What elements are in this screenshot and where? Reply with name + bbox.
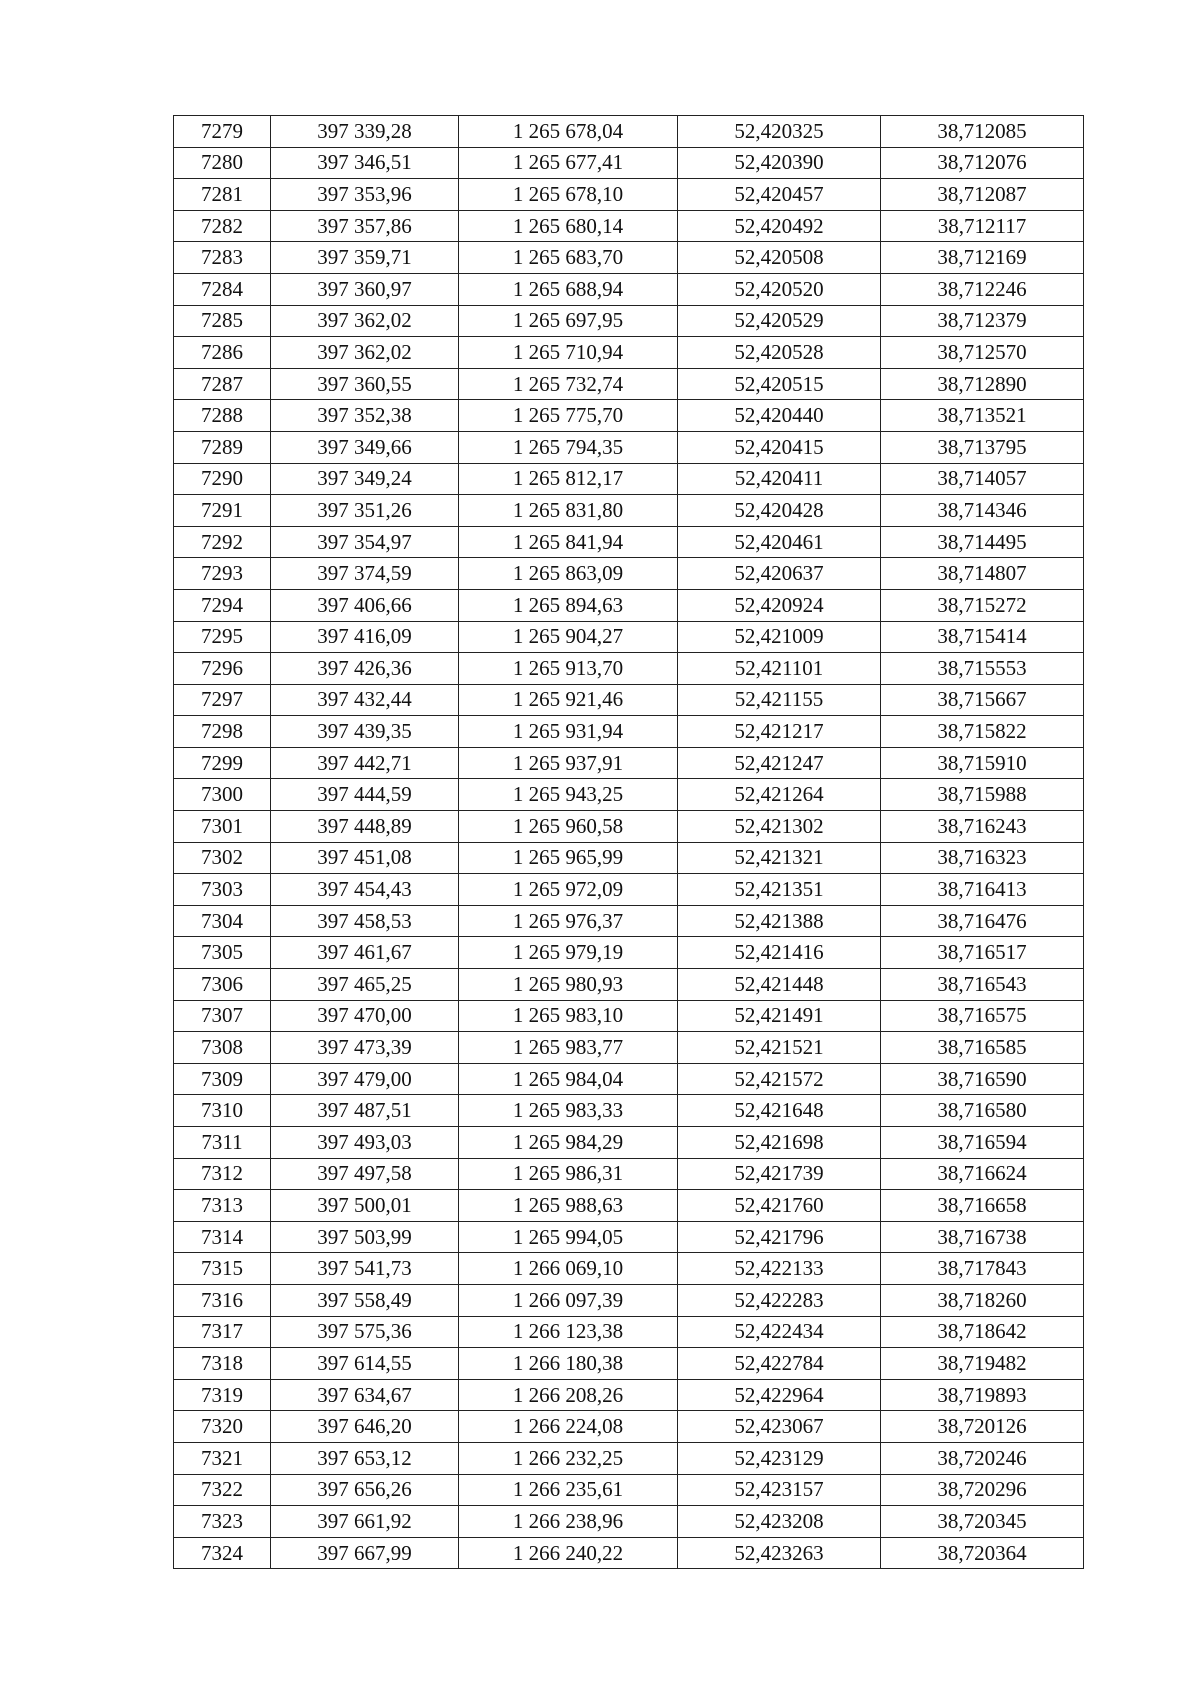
table-row — [174, 969, 1084, 1001]
longitude-cell: 38,716413 — [881, 874, 1084, 906]
table-row — [174, 621, 1084, 653]
point-number-cell: 7285 — [174, 305, 271, 337]
table-row — [174, 1221, 1084, 1253]
table-row — [174, 463, 1084, 495]
latitude-cell: 52,421572 — [678, 1063, 881, 1095]
y-coordinate-cell: 1 265 904,27 — [459, 621, 678, 653]
latitude-cell: 52,421448 — [678, 969, 881, 1001]
x-coordinate-cell: 397 349,66 — [271, 431, 459, 463]
latitude-cell: 52,420637 — [678, 558, 881, 590]
point-number-cell: 7301 — [174, 811, 271, 843]
longitude-cell: 38,715910 — [881, 747, 1084, 779]
x-coordinate-cell: 397 500,01 — [271, 1190, 459, 1222]
table-row — [174, 1442, 1084, 1474]
point-number-cell: 7302 — [174, 842, 271, 874]
x-coordinate-cell: 397 406,66 — [271, 589, 459, 621]
table-row — [174, 589, 1084, 621]
y-coordinate-cell: 1 266 235,61 — [459, 1474, 678, 1506]
table-row — [174, 495, 1084, 527]
y-coordinate-cell: 1 265 983,77 — [459, 1032, 678, 1064]
point-number-cell: 7287 — [174, 368, 271, 400]
point-number-cell: 7300 — [174, 779, 271, 811]
x-coordinate-cell: 397 503,99 — [271, 1221, 459, 1253]
longitude-cell: 38,715988 — [881, 779, 1084, 811]
longitude-cell: 38,716738 — [881, 1221, 1084, 1253]
latitude-cell: 52,422434 — [678, 1316, 881, 1348]
table-row — [174, 1095, 1084, 1127]
latitude-cell: 52,421321 — [678, 842, 881, 874]
point-number-cell: 7293 — [174, 558, 271, 590]
y-coordinate-cell: 1 266 069,10 — [459, 1253, 678, 1285]
table-row — [174, 1253, 1084, 1285]
longitude-cell: 38,716575 — [881, 1000, 1084, 1032]
table-row — [174, 811, 1084, 843]
y-coordinate-cell: 1 265 688,94 — [459, 273, 678, 305]
table-row — [174, 747, 1084, 779]
x-coordinate-cell: 397 426,36 — [271, 653, 459, 685]
table-row — [174, 1316, 1084, 1348]
y-coordinate-cell: 1 265 913,70 — [459, 653, 678, 685]
table-row — [174, 716, 1084, 748]
table-row — [174, 273, 1084, 305]
x-coordinate-cell: 397 359,71 — [271, 242, 459, 274]
longitude-cell: 38,720296 — [881, 1474, 1084, 1506]
table-row — [174, 1506, 1084, 1538]
y-coordinate-cell: 1 266 238,96 — [459, 1506, 678, 1538]
latitude-cell: 52,421351 — [678, 874, 881, 906]
x-coordinate-cell: 397 465,25 — [271, 969, 459, 1001]
point-number-cell: 7292 — [174, 526, 271, 558]
longitude-cell: 38,716323 — [881, 842, 1084, 874]
y-coordinate-cell: 1 266 180,38 — [459, 1348, 678, 1380]
table-row — [174, 1348, 1084, 1380]
x-coordinate-cell: 397 479,00 — [271, 1063, 459, 1095]
point-number-cell: 7313 — [174, 1190, 271, 1222]
point-number-cell: 7311 — [174, 1127, 271, 1159]
y-coordinate-cell: 1 265 677,41 — [459, 147, 678, 179]
point-number-cell: 7312 — [174, 1158, 271, 1190]
x-coordinate-cell: 397 497,58 — [271, 1158, 459, 1190]
x-coordinate-cell: 397 634,67 — [271, 1379, 459, 1411]
y-coordinate-cell: 1 265 986,31 — [459, 1158, 678, 1190]
y-coordinate-cell: 1 266 240,22 — [459, 1537, 678, 1569]
latitude-cell: 52,421247 — [678, 747, 881, 779]
point-number-cell: 7307 — [174, 1000, 271, 1032]
point-number-cell: 7296 — [174, 653, 271, 685]
latitude-cell: 52,421648 — [678, 1095, 881, 1127]
latitude-cell: 52,420520 — [678, 273, 881, 305]
table-row — [174, 400, 1084, 432]
longitude-cell: 38,717843 — [881, 1253, 1084, 1285]
y-coordinate-cell: 1 265 775,70 — [459, 400, 678, 432]
x-coordinate-cell: 397 667,99 — [271, 1537, 459, 1569]
longitude-cell: 38,716658 — [881, 1190, 1084, 1222]
y-coordinate-cell: 1 265 988,63 — [459, 1190, 678, 1222]
x-coordinate-cell: 397 354,97 — [271, 526, 459, 558]
y-coordinate-cell: 1 266 232,25 — [459, 1442, 678, 1474]
longitude-cell: 38,716594 — [881, 1127, 1084, 1159]
latitude-cell: 52,422784 — [678, 1348, 881, 1380]
point-number-cell: 7322 — [174, 1474, 271, 1506]
longitude-cell: 38,716543 — [881, 969, 1084, 1001]
y-coordinate-cell: 1 265 965,99 — [459, 842, 678, 874]
y-coordinate-cell: 1 265 683,70 — [459, 242, 678, 274]
x-coordinate-cell: 397 362,02 — [271, 337, 459, 369]
latitude-cell: 52,420508 — [678, 242, 881, 274]
table-row — [174, 1379, 1084, 1411]
x-coordinate-cell: 397 374,59 — [271, 558, 459, 590]
table-row — [174, 684, 1084, 716]
x-coordinate-cell: 397 416,09 — [271, 621, 459, 653]
point-number-cell: 7314 — [174, 1221, 271, 1253]
longitude-cell: 38,716580 — [881, 1095, 1084, 1127]
longitude-cell: 38,719893 — [881, 1379, 1084, 1411]
table-row — [174, 1158, 1084, 1190]
point-number-cell: 7279 — [174, 116, 271, 148]
x-coordinate-cell: 397 432,44 — [271, 684, 459, 716]
longitude-cell: 38,712246 — [881, 273, 1084, 305]
latitude-cell: 52,421739 — [678, 1158, 881, 1190]
longitude-cell: 38,716476 — [881, 905, 1084, 937]
y-coordinate-cell: 1 265 831,80 — [459, 495, 678, 527]
latitude-cell: 52,420411 — [678, 463, 881, 495]
longitude-cell: 38,715414 — [881, 621, 1084, 653]
x-coordinate-cell: 397 357,86 — [271, 210, 459, 242]
table-row — [174, 431, 1084, 463]
latitude-cell: 52,421698 — [678, 1127, 881, 1159]
y-coordinate-cell: 1 265 931,94 — [459, 716, 678, 748]
x-coordinate-cell: 397 575,36 — [271, 1316, 459, 1348]
latitude-cell: 52,421101 — [678, 653, 881, 685]
latitude-cell: 52,420325 — [678, 116, 881, 148]
longitude-cell: 38,716517 — [881, 937, 1084, 969]
table-row — [174, 1474, 1084, 1506]
table-row — [174, 653, 1084, 685]
y-coordinate-cell: 1 265 710,94 — [459, 337, 678, 369]
latitude-cell: 52,420528 — [678, 337, 881, 369]
x-coordinate-cell: 397 487,51 — [271, 1095, 459, 1127]
latitude-cell: 52,423157 — [678, 1474, 881, 1506]
table-row — [174, 937, 1084, 969]
point-number-cell: 7310 — [174, 1095, 271, 1127]
point-number-cell: 7284 — [174, 273, 271, 305]
latitude-cell: 52,421388 — [678, 905, 881, 937]
point-number-cell: 7294 — [174, 589, 271, 621]
longitude-cell: 38,713795 — [881, 431, 1084, 463]
longitude-cell: 38,718642 — [881, 1316, 1084, 1348]
longitude-cell: 38,718260 — [881, 1284, 1084, 1316]
x-coordinate-cell: 397 653,12 — [271, 1442, 459, 1474]
longitude-cell: 38,713521 — [881, 400, 1084, 432]
x-coordinate-cell: 397 646,20 — [271, 1411, 459, 1443]
y-coordinate-cell: 1 265 841,94 — [459, 526, 678, 558]
y-coordinate-cell: 1 265 732,74 — [459, 368, 678, 400]
y-coordinate-cell: 1 265 983,33 — [459, 1095, 678, 1127]
y-coordinate-cell: 1 265 984,04 — [459, 1063, 678, 1095]
x-coordinate-cell: 397 352,38 — [271, 400, 459, 432]
latitude-cell: 52,421302 — [678, 811, 881, 843]
point-number-cell: 7283 — [174, 242, 271, 274]
point-number-cell: 7316 — [174, 1284, 271, 1316]
point-number-cell: 7306 — [174, 969, 271, 1001]
longitude-cell: 38,712087 — [881, 179, 1084, 211]
longitude-cell: 38,719482 — [881, 1348, 1084, 1380]
table-row — [174, 842, 1084, 874]
longitude-cell: 38,715553 — [881, 653, 1084, 685]
point-number-cell: 7324 — [174, 1537, 271, 1569]
latitude-cell: 52,421796 — [678, 1221, 881, 1253]
x-coordinate-cell: 397 461,67 — [271, 937, 459, 969]
latitude-cell: 52,422133 — [678, 1253, 881, 1285]
longitude-cell: 38,716585 — [881, 1032, 1084, 1064]
x-coordinate-cell: 397 439,35 — [271, 716, 459, 748]
latitude-cell: 52,421416 — [678, 937, 881, 969]
latitude-cell: 52,423129 — [678, 1442, 881, 1474]
table-row — [174, 905, 1084, 937]
longitude-cell: 38,714807 — [881, 558, 1084, 590]
table-row — [174, 1411, 1084, 1443]
point-number-cell: 7320 — [174, 1411, 271, 1443]
y-coordinate-cell: 1 266 208,26 — [459, 1379, 678, 1411]
longitude-cell: 38,714346 — [881, 495, 1084, 527]
coordinates-table-body — [174, 116, 1084, 1569]
y-coordinate-cell: 1 265 794,35 — [459, 431, 678, 463]
x-coordinate-cell: 397 458,53 — [271, 905, 459, 937]
table-row — [174, 558, 1084, 590]
x-coordinate-cell: 397 661,92 — [271, 1506, 459, 1538]
longitude-cell: 38,714057 — [881, 463, 1084, 495]
longitude-cell: 38,712379 — [881, 305, 1084, 337]
latitude-cell: 52,421521 — [678, 1032, 881, 1064]
x-coordinate-cell: 397 470,00 — [271, 1000, 459, 1032]
x-coordinate-cell: 397 493,03 — [271, 1127, 459, 1159]
longitude-cell: 38,720126 — [881, 1411, 1084, 1443]
x-coordinate-cell: 397 541,73 — [271, 1253, 459, 1285]
y-coordinate-cell: 1 265 678,10 — [459, 179, 678, 211]
point-number-cell: 7319 — [174, 1379, 271, 1411]
y-coordinate-cell: 1 265 943,25 — [459, 779, 678, 811]
longitude-cell: 38,716590 — [881, 1063, 1084, 1095]
point-number-cell: 7288 — [174, 400, 271, 432]
latitude-cell: 52,421264 — [678, 779, 881, 811]
table-row — [174, 1063, 1084, 1095]
coordinates-table — [173, 115, 1084, 1569]
table-row — [174, 116, 1084, 148]
point-number-cell: 7297 — [174, 684, 271, 716]
point-number-cell: 7280 — [174, 147, 271, 179]
longitude-cell: 38,720246 — [881, 1442, 1084, 1474]
x-coordinate-cell: 397 442,71 — [271, 747, 459, 779]
latitude-cell: 52,421491 — [678, 1000, 881, 1032]
latitude-cell: 52,423263 — [678, 1537, 881, 1569]
y-coordinate-cell: 1 265 972,09 — [459, 874, 678, 906]
y-coordinate-cell: 1 265 812,17 — [459, 463, 678, 495]
point-number-cell: 7291 — [174, 495, 271, 527]
longitude-cell: 38,712076 — [881, 147, 1084, 179]
point-number-cell: 7318 — [174, 1348, 271, 1380]
longitude-cell: 38,712890 — [881, 368, 1084, 400]
table-row — [174, 305, 1084, 337]
y-coordinate-cell: 1 265 921,46 — [459, 684, 678, 716]
point-number-cell: 7304 — [174, 905, 271, 937]
point-number-cell: 7286 — [174, 337, 271, 369]
point-number-cell: 7299 — [174, 747, 271, 779]
latitude-cell: 52,420390 — [678, 147, 881, 179]
point-number-cell: 7315 — [174, 1253, 271, 1285]
point-number-cell: 7281 — [174, 179, 271, 211]
longitude-cell: 38,720345 — [881, 1506, 1084, 1538]
latitude-cell: 52,420924 — [678, 589, 881, 621]
x-coordinate-cell: 397 346,51 — [271, 147, 459, 179]
y-coordinate-cell: 1 266 123,38 — [459, 1316, 678, 1348]
y-coordinate-cell: 1 265 983,10 — [459, 1000, 678, 1032]
x-coordinate-cell: 397 353,96 — [271, 179, 459, 211]
longitude-cell: 38,712169 — [881, 242, 1084, 274]
latitude-cell: 52,423067 — [678, 1411, 881, 1443]
x-coordinate-cell: 397 473,39 — [271, 1032, 459, 1064]
latitude-cell: 52,420461 — [678, 526, 881, 558]
latitude-cell: 52,420415 — [678, 431, 881, 463]
table-row — [174, 147, 1084, 179]
x-coordinate-cell: 397 339,28 — [271, 116, 459, 148]
longitude-cell: 38,720364 — [881, 1537, 1084, 1569]
point-number-cell: 7309 — [174, 1063, 271, 1095]
latitude-cell: 52,421155 — [678, 684, 881, 716]
y-coordinate-cell: 1 265 984,29 — [459, 1127, 678, 1159]
point-number-cell: 7303 — [174, 874, 271, 906]
point-number-cell: 7323 — [174, 1506, 271, 1538]
longitude-cell: 38,715822 — [881, 716, 1084, 748]
table-row — [174, 1000, 1084, 1032]
x-coordinate-cell: 397 558,49 — [271, 1284, 459, 1316]
latitude-cell: 52,420440 — [678, 400, 881, 432]
point-number-cell: 7282 — [174, 210, 271, 242]
point-number-cell: 7308 — [174, 1032, 271, 1064]
y-coordinate-cell: 1 265 894,63 — [459, 589, 678, 621]
y-coordinate-cell: 1 265 980,93 — [459, 969, 678, 1001]
table-row — [174, 242, 1084, 274]
y-coordinate-cell: 1 265 994,05 — [459, 1221, 678, 1253]
table-row — [174, 1284, 1084, 1316]
point-number-cell: 7317 — [174, 1316, 271, 1348]
x-coordinate-cell: 397 360,55 — [271, 368, 459, 400]
longitude-cell: 38,715667 — [881, 684, 1084, 716]
table-row — [174, 1127, 1084, 1159]
latitude-cell: 52,422283 — [678, 1284, 881, 1316]
x-coordinate-cell: 397 656,26 — [271, 1474, 459, 1506]
table-row — [174, 779, 1084, 811]
latitude-cell: 52,420492 — [678, 210, 881, 242]
latitude-cell: 52,420515 — [678, 368, 881, 400]
x-coordinate-cell: 397 362,02 — [271, 305, 459, 337]
x-coordinate-cell: 397 351,26 — [271, 495, 459, 527]
longitude-cell: 38,714495 — [881, 526, 1084, 558]
y-coordinate-cell: 1 266 097,39 — [459, 1284, 678, 1316]
y-coordinate-cell: 1 265 960,58 — [459, 811, 678, 843]
latitude-cell: 52,421217 — [678, 716, 881, 748]
x-coordinate-cell: 397 451,08 — [271, 842, 459, 874]
latitude-cell: 52,420529 — [678, 305, 881, 337]
table-row — [174, 1190, 1084, 1222]
table-row — [174, 874, 1084, 906]
point-number-cell: 7298 — [174, 716, 271, 748]
y-coordinate-cell: 1 265 979,19 — [459, 937, 678, 969]
y-coordinate-cell: 1 265 678,04 — [459, 116, 678, 148]
table-row — [174, 368, 1084, 400]
point-number-cell: 7289 — [174, 431, 271, 463]
latitude-cell: 52,422964 — [678, 1379, 881, 1411]
table-row — [174, 337, 1084, 369]
latitude-cell: 52,420428 — [678, 495, 881, 527]
y-coordinate-cell: 1 266 224,08 — [459, 1411, 678, 1443]
table-row — [174, 179, 1084, 211]
y-coordinate-cell: 1 265 697,95 — [459, 305, 678, 337]
latitude-cell: 52,421009 — [678, 621, 881, 653]
longitude-cell: 38,716243 — [881, 811, 1084, 843]
longitude-cell: 38,716624 — [881, 1158, 1084, 1190]
table-row — [174, 526, 1084, 558]
point-number-cell: 7305 — [174, 937, 271, 969]
latitude-cell: 52,421760 — [678, 1190, 881, 1222]
y-coordinate-cell: 1 265 680,14 — [459, 210, 678, 242]
longitude-cell: 38,712085 — [881, 116, 1084, 148]
y-coordinate-cell: 1 265 863,09 — [459, 558, 678, 590]
x-coordinate-cell: 397 444,59 — [271, 779, 459, 811]
x-coordinate-cell: 397 614,55 — [271, 1348, 459, 1380]
table-row — [174, 1032, 1084, 1064]
y-coordinate-cell: 1 265 976,37 — [459, 905, 678, 937]
longitude-cell: 38,712570 — [881, 337, 1084, 369]
table-row — [174, 1537, 1084, 1569]
x-coordinate-cell: 397 454,43 — [271, 874, 459, 906]
x-coordinate-cell: 397 360,97 — [271, 273, 459, 305]
x-coordinate-cell: 397 448,89 — [271, 811, 459, 843]
longitude-cell: 38,712117 — [881, 210, 1084, 242]
point-number-cell: 7290 — [174, 463, 271, 495]
latitude-cell: 52,420457 — [678, 179, 881, 211]
longitude-cell: 38,715272 — [881, 589, 1084, 621]
y-coordinate-cell: 1 265 937,91 — [459, 747, 678, 779]
point-number-cell: 7295 — [174, 621, 271, 653]
point-number-cell: 7321 — [174, 1442, 271, 1474]
x-coordinate-cell: 397 349,24 — [271, 463, 459, 495]
table-row — [174, 210, 1084, 242]
latitude-cell: 52,423208 — [678, 1506, 881, 1538]
